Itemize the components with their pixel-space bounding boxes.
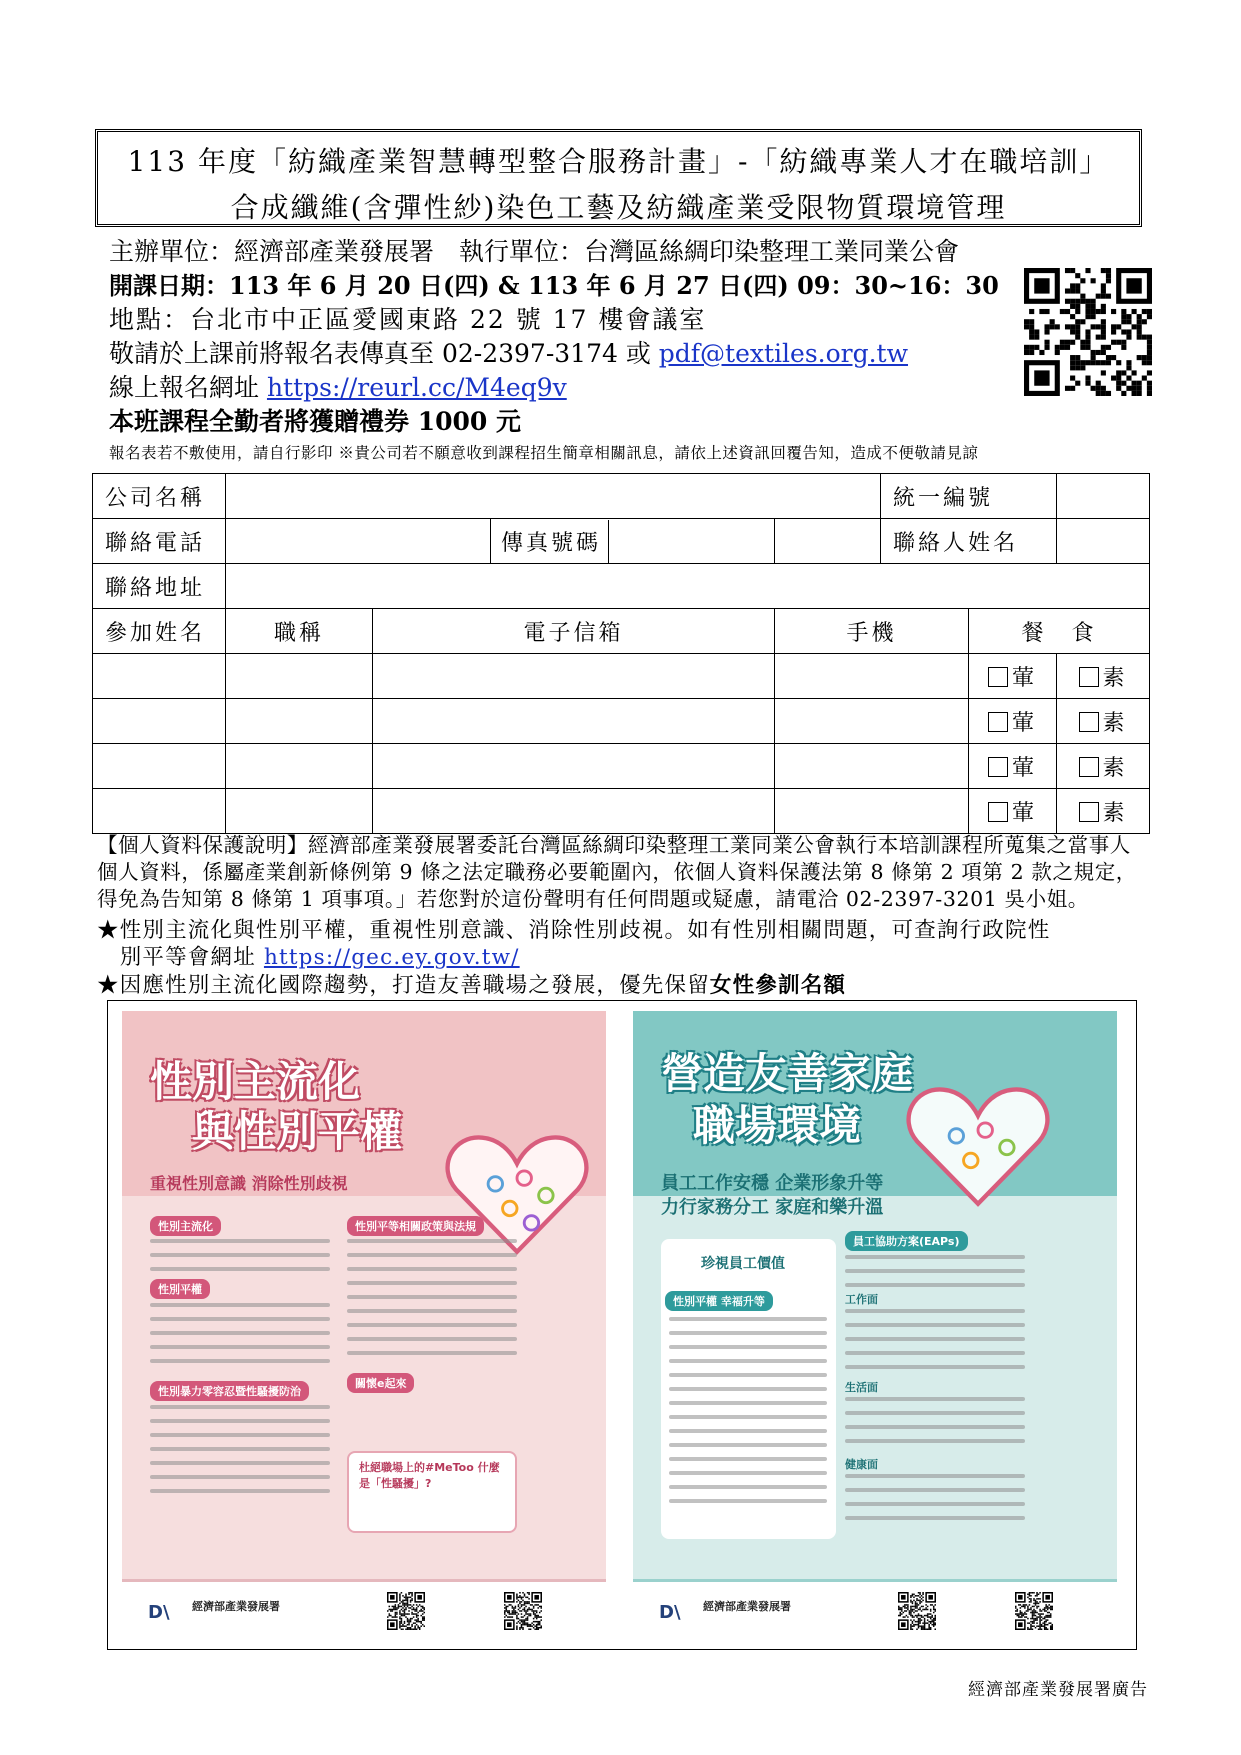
poster-title-1: 營造友善家庭 <box>661 1049 914 1098</box>
sub-section-label: 生活面 <box>845 1381 878 1394</box>
poster-subtitle: 重視性別意識 消除性別歧視 <box>150 1174 348 1193</box>
section-label: 性別主流化 <box>150 1216 221 1236</box>
contact-name-field[interactable] <box>1057 519 1150 564</box>
poster-qr-code[interactable] <box>898 1592 936 1630</box>
mobile-cell[interactable] <box>775 654 969 699</box>
ida-logo-icon: D\ <box>659 1602 681 1623</box>
attendee-name-cell[interactable] <box>93 654 226 699</box>
veg-checkbox[interactable] <box>1079 712 1099 732</box>
fax-label: 傳真號碼 <box>491 520 609 563</box>
meat-option[interactable] <box>969 789 1057 834</box>
poster-qr-code[interactable] <box>504 1592 542 1630</box>
poster-gender-mainstreaming <box>122 1011 606 1641</box>
registration-url-link[interactable]: https://reurl.cc/M4eq9v <box>266 373 567 402</box>
registration-form-table <box>92 473 1150 834</box>
job-title-header: 職稱 <box>226 609 373 654</box>
veg-label: 素 <box>1102 800 1128 826</box>
phone-field[interactable] <box>226 519 491 564</box>
tax-id-label: 統一編號 <box>881 474 1057 519</box>
veg-label: 素 <box>1102 665 1128 691</box>
job-title-cell[interactable] <box>226 699 373 744</box>
job-title-cell[interactable] <box>226 744 373 789</box>
title-line-1: 113 年度「紡織產業智慧轉型整合服務計畫」-「紡織專業人才在職培訓」 <box>127 145 1110 178</box>
poster-frame <box>107 1000 1137 1650</box>
organizer-info: 主辦單位：經濟部產業發展署 執行單位：台灣區絲綢印染整理工業同業公會 <box>109 237 960 266</box>
meat-option[interactable] <box>969 699 1057 744</box>
poster-title-2: 與性別平權 <box>192 1107 403 1156</box>
mobile-cell[interactable] <box>775 699 969 744</box>
fax-field[interactable] <box>609 520 774 563</box>
poster-footer <box>633 1579 1117 1641</box>
section-label: 員工協助方案(EAPs) <box>845 1231 968 1251</box>
mobile-header: 手機 <box>775 609 969 654</box>
job-title-cell[interactable] <box>226 654 373 699</box>
online-registration <box>109 368 567 404</box>
poster-qr-code[interactable] <box>1015 1592 1053 1630</box>
fax-field-extra[interactable] <box>775 519 881 564</box>
gender-note-line1: ★性別主流化與性別平權，重視性別意識、消除性別歧視。如有性別相關問題，可查詢行政院性 <box>97 918 1051 943</box>
tax-id-field[interactable] <box>1057 474 1150 519</box>
course-dates: 開課日期：113 年 6 月 20 日(四) & 113 年 6 月 27 日(四) 09：30~16：30 <box>109 271 999 300</box>
email-cell[interactable] <box>373 654 775 699</box>
gift-note: 本班課程全勤者將獲贈禮券 1000 元 <box>109 407 521 436</box>
address-label: 聯絡地址 <box>93 564 226 609</box>
veg-checkbox[interactable] <box>1079 667 1099 687</box>
poster-org: 經濟部產業發展署 <box>192 1600 280 1613</box>
card-title: 珍視員工價值 <box>701 1256 785 1272</box>
section-label: 性別平等相關政策與法規 <box>347 1216 484 1236</box>
gender-note-line3 <box>97 968 846 999</box>
gender-note-line2 <box>97 940 520 971</box>
meat-checkbox[interactable] <box>988 802 1008 822</box>
footer-ad-note: 經濟部產業發展署廣告 <box>968 1680 1148 1700</box>
attendee-name-cell[interactable] <box>93 789 226 834</box>
sexual-harassment-box <box>347 1451 517 1533</box>
section-label: 關懷e起來 <box>347 1373 414 1393</box>
meat-checkbox[interactable] <box>988 667 1008 687</box>
veg-option[interactable] <box>1057 744 1150 789</box>
veg-option[interactable] <box>1057 699 1150 744</box>
poster-org: 經濟部產業發展署 <box>703 1600 791 1613</box>
mobile-cell[interactable] <box>775 789 969 834</box>
attendee-name-cell[interactable] <box>93 744 226 789</box>
veg-option[interactable] <box>1057 654 1150 699</box>
sub-section-label: 工作面 <box>845 1293 878 1306</box>
registration-qr-code[interactable] <box>1024 268 1152 396</box>
title-box <box>95 129 1142 227</box>
company-name-field[interactable] <box>226 474 881 519</box>
gender-note-text: 別平等會網址 <box>97 945 264 970</box>
poster-footer <box>122 1579 606 1641</box>
ida-logo-icon: D\ <box>148 1602 170 1623</box>
attendee-row <box>93 654 1150 699</box>
poster-subtitle-1: 員工工作安穩 企業形象升等 <box>661 1173 884 1194</box>
value-card <box>661 1239 836 1539</box>
job-title-cell[interactable] <box>226 789 373 834</box>
poster-friendly-workplace <box>633 1011 1117 1641</box>
meat-label: 葷 <box>1012 800 1038 826</box>
meal-header: 餐 食 <box>969 609 1150 654</box>
company-name-label: 公司名稱 <box>93 474 226 519</box>
box-title: 杜絕職場上的#MeToo 什麼是「性騷擾」? <box>359 1461 500 1490</box>
veg-label: 素 <box>1102 710 1128 736</box>
poster-qr-code[interactable] <box>387 1592 425 1630</box>
form-note: 報名表若不敷使用，請自行影印 ※貴公司若不願意收到課程招生簡章相關訊息，請依上述資訊回覆告知，造成不便敬請見諒 <box>109 444 979 462</box>
meat-label: 葷 <box>1012 755 1038 781</box>
section-label: 性別平權 <box>150 1279 210 1299</box>
veg-label: 素 <box>1102 755 1128 781</box>
meat-option[interactable] <box>969 654 1057 699</box>
gec-url-link[interactable]: https://gec.ey.gov.tw/ <box>263 945 520 970</box>
heart-icon <box>903 1081 1053 1211</box>
veg-checkbox[interactable] <box>1079 757 1099 777</box>
attendee-name-cell[interactable] <box>93 699 226 744</box>
poster-title-1: 性別主流化 <box>150 1057 361 1106</box>
attendee-name-header: 參加姓名 <box>93 609 226 654</box>
section-label: 性別平權 幸福升等 <box>665 1291 773 1311</box>
sub-section-label: 健康面 <box>845 1458 878 1471</box>
attendee-row <box>93 744 1150 789</box>
veg-checkbox[interactable] <box>1079 802 1099 822</box>
gender-note-text-2: ★因應性別主流化國際趨勢，打造友善職場之發展，優先保留 <box>97 973 710 998</box>
address-field[interactable] <box>226 564 1150 609</box>
attendee-row <box>93 789 1150 834</box>
email-cell[interactable] <box>373 789 775 834</box>
poster-title-2: 職場環境 <box>693 1101 862 1150</box>
contact-name-label: 聯絡人姓名 <box>881 519 1057 564</box>
fax-info <box>109 334 908 370</box>
mobile-cell[interactable] <box>775 744 969 789</box>
female-priority: 女性參訓名額 <box>709 973 847 998</box>
email-cell[interactable] <box>373 699 775 744</box>
section-label: 性別暴力零容忍暨性騷擾防治 <box>150 1381 309 1401</box>
attendee-row <box>93 699 1150 744</box>
meat-label: 葷 <box>1012 710 1038 736</box>
email-cell[interactable] <box>373 744 775 789</box>
meat-label: 葷 <box>1012 665 1038 691</box>
meat-option[interactable] <box>969 744 1057 789</box>
online-text: 線上報名網址 <box>109 373 267 402</box>
fax-text: 敬請於上課前將報名表傳真至 02-2397-3174 或 <box>109 339 659 368</box>
email-link[interactable]: pdf@textiles.org.tw <box>658 339 909 368</box>
privacy-statement: 【個人資料保護說明】經濟部產業發展署委託台灣區絲綢印染整理工業同業公會執行本培訓課程所蒐集之當事人個人資料，係屬產業創新條例第 9 條之法定職務必要範圍內，依個人資料保護法第 8 條第 2 項第 2 款之規定，得免為告知第 8 條第 1 項事項。」若您對於這份聲明有任何問題或疑慮，請電洽 02-2397-3201 吳小姐。 <box>97 833 1137 911</box>
title-line-2: 合成纖維(含彈性紗)染色工藝及紡織產業受限物質環境管理 <box>230 191 1007 224</box>
course-location: 地點：台北市中正區愛國東路 22 號 17 樓會議室 <box>109 305 707 334</box>
meat-checkbox[interactable] <box>988 712 1008 732</box>
veg-option[interactable] <box>1057 789 1150 834</box>
phone-label: 聯絡電話 <box>93 519 226 564</box>
email-header: 電子信箱 <box>373 609 775 654</box>
poster-subtitle-2: 力行家務分工 家庭和樂升溫 <box>661 1197 884 1218</box>
meat-checkbox[interactable] <box>988 757 1008 777</box>
